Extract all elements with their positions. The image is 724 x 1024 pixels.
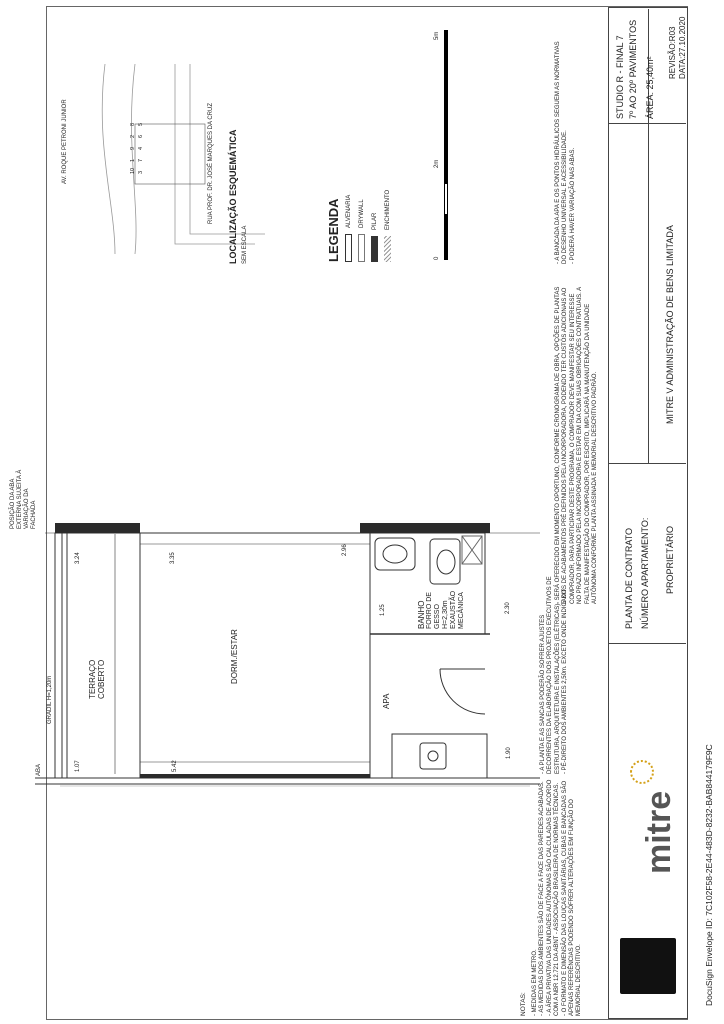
location-subtitle: SEM ESCALA — [242, 225, 248, 264]
numero-apartamento: NÚMERO APARTAMENTO: — [640, 517, 650, 629]
note-item: - SERÁ OFERECIDO EM MOMENTO OPORTUNO, CONFORME CRONOGRAMA DE OBRA, OPÇÕES DE PLANTAS E KITS DE ACABAMENTOS PRÉ DEFINIDOS PELA INCORPORADORA, PODENDO TER CUSTOS ADICIONAIS AO COMPRADOR, PARA PARTICIPAR DESTE PROGRAMA, O COMPRADOR DEVE MANIFESTAR SEU INTERESSE NO PRAZO INFORMADO PELA INCORPORADORA E ESTAR EM DIA COM SUAS OBRIGAÇÕES CONTRATUAIS. A FALTA DE MANIFESTAÇÃO DO COMPRADOR, POR ESCRITO, IMPLICARÁ NA MANUTENÇÃO DA UNIDADE AUTÔNOMA CONFORME PLANTA ASSINADA E MEMORIAL DESCRITIVO PADRÃO. — [555, 286, 599, 604]
legend-item — [384, 112, 391, 262]
unit-cell: 8 — [130, 122, 136, 126]
banho-line: FORRO DE — [426, 592, 433, 629]
note-item: - PODERÁ HAVER VARIAÇÃO NAS ABAS. — [569, 147, 576, 264]
dim-542: 5.42 — [172, 760, 178, 772]
room-terraco — [88, 660, 106, 699]
title-block-divider — [608, 643, 686, 644]
street-roque: AV. ROQUE PETRONI JUNIOR — [62, 99, 68, 184]
unit-cell: 3 — [138, 170, 144, 174]
note-item: - A BANCADA DA APA E OS PONTOS HIDRÁULICOS SEGUEM AS NORMATIVAS DO DESENHO UNIVERSAL E ACESSIBILIDADE. — [555, 41, 569, 264]
legend-label: PILAR — [371, 212, 378, 230]
data: DATA:27.10.2020 — [678, 16, 687, 79]
aba-note: POSIÇÃO DA ABA EXTERNA SUJEITA À VARIAÇÃO DA FACHADA — [10, 469, 37, 529]
legend-label: DRYWALL — [358, 199, 365, 228]
scale-label: 5m — [434, 31, 440, 40]
unit-cell: 7 — [138, 158, 144, 162]
mitre-logo: mitre — [640, 790, 678, 874]
drywall-swatch — [358, 234, 365, 262]
dim-125: 1.25 — [380, 604, 386, 616]
room-banho — [418, 591, 466, 629]
banho-line: GESSO — [434, 604, 441, 629]
terraco-line: COBERTO — [97, 659, 106, 699]
empresa: MITRE V ADMINISTRAÇÃO DE BENS LIMITADA — [665, 225, 675, 424]
legend-list — [345, 112, 397, 262]
unit-cell: 2 — [130, 134, 136, 138]
scale-label: 0 — [434, 256, 440, 260]
unit-cell: 10 — [130, 167, 136, 174]
company-emblem — [620, 938, 676, 994]
dim-296: 2.96 — [342, 544, 348, 556]
unit-cell: 5 — [138, 122, 144, 126]
legend-title: LEGENDA — [326, 198, 341, 262]
envelope-id: DocuSign Envelope ID: 7C102F58-2E44-483D-8232-BAB844179F9C — [704, 744, 714, 1006]
legend-item — [371, 112, 378, 262]
banho-line: EXAUSTÃO — [450, 590, 457, 629]
terraco-line: TERRAÇO — [88, 659, 97, 699]
legend-item — [345, 112, 352, 262]
note-item: - AS MEDIDAS DOS AMBIENTES SÃO DE FACE A FACE DAS PAREDES ACABADAS. — [539, 781, 546, 1016]
legend-label: ALVENARIA — [345, 194, 352, 228]
gradil-label: GRADIL H=1,20m — [47, 675, 53, 724]
note-item: - MEDIDAS EM METRO. — [532, 949, 538, 1016]
notes-title: NOTAS: — [520, 992, 527, 1016]
unit-cell: 4 — [138, 146, 144, 150]
revisao: REVISÃO:R03 — [668, 26, 677, 79]
location-units — [130, 124, 144, 174]
title-block-divider — [608, 463, 686, 464]
scale-bar-gap — [445, 184, 447, 214]
dim-335: 3.35 — [170, 552, 176, 564]
pilar-swatch — [371, 236, 378, 262]
dim-324: 3.24 — [75, 552, 81, 564]
aba-label: ABA — [36, 763, 42, 776]
banho-line: MECÂNICA — [458, 592, 465, 629]
proprietario: PROPRIETÁRIO — [665, 525, 675, 594]
dim-190: 1.90 — [506, 747, 512, 759]
room-apa: APA — [382, 693, 391, 709]
legend-item — [358, 112, 365, 262]
planta-de-contrato: PLANTA DE CONTRATO — [624, 527, 634, 629]
pavimentos: 7º AO 20º PAVIMENTOS — [628, 19, 638, 119]
note-item: - A ÁREA PRIVATIVA DAS UNIDADES AUTÔNOMAS SÃO CALCULADAS DE ACORDO COM A NBR 12.721 DA ABNT - ASSOCIAÇÃO BRASILEIRA DE NORMAS TÉCNICAS. — [546, 779, 561, 1016]
banho-line: BANHO — [417, 600, 426, 629]
legend-label: ENCHIMENTO — [384, 189, 391, 230]
note-item: - O FORMATO E DIMENSÃO DAS LOUÇAS SANITÁRIAS, CUBAS E BANCADAS SÃO APENAS REFERÊNCIAS PODENDO SOFRER ALTERAÇÕES EM FUNÇÃO DO MEMORIAL DESCRITIVO. — [561, 780, 583, 1016]
scale-bar — [434, 30, 454, 260]
banho-line: H=2,30m — [442, 600, 449, 629]
scale-bar-track — [444, 30, 448, 260]
studio-final: STUDIO R - FINAL 7 — [615, 35, 625, 119]
room-dorm: DORM./ESTAR — [230, 629, 239, 684]
scale-label: 2m — [434, 159, 440, 168]
area: ÁREA: 25,40m² — [645, 56, 655, 119]
unit-cell: 1 — [130, 158, 136, 162]
unit-cell: 6 — [138, 134, 144, 138]
title-block-divider — [608, 123, 686, 124]
note-item: - PÉ-DIREITO DOS AMBIENTES 2,50m. EXCETO ONDE INDICADO. — [562, 587, 569, 774]
unit-cell: 9 — [130, 146, 136, 150]
dim-107: 1.07 — [75, 760, 81, 772]
note-item: - A PLANTA E AS SANCAS PODERÃO SOFRER AJUSTES DECORRENTES DA ELABORAÇÃO DOS PROJETOS EXECUTIVOS DE ESTRUTURA, ARQUITETURA E INSTALAÇÕES (ELÉTRICAS). — [540, 576, 561, 774]
enchimento-swatch — [384, 236, 391, 262]
location-title: LOCALIZAÇÃO ESQUEMÁTICA — [228, 129, 238, 264]
dim-230: 2.30 — [505, 602, 511, 614]
logo-flower-icon — [630, 760, 654, 784]
street-jose: RUA PROF. DR. JOSÉ MARQUES DA CRUZ — [208, 102, 214, 224]
alvenaria-swatch — [345, 234, 352, 262]
